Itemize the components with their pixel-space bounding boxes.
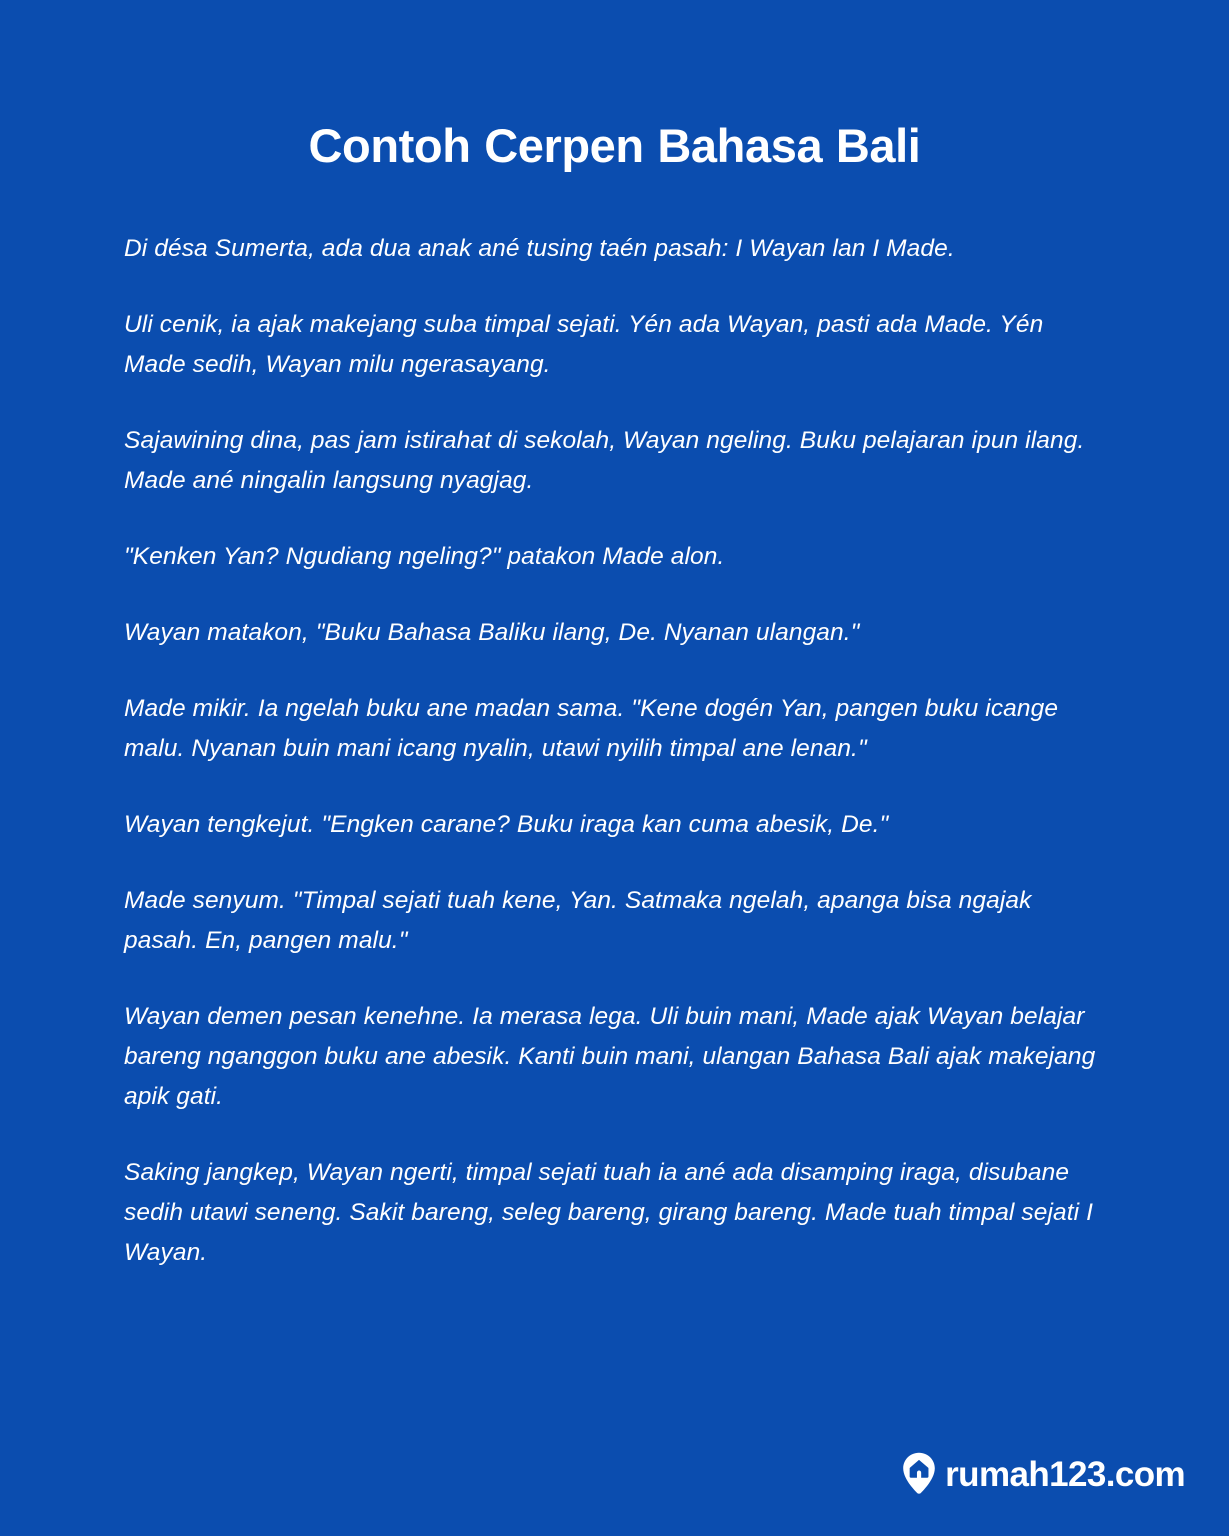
story-paragraph: "Kenken Yan? Ngudiang ngeling?" patakon Made alon. <box>124 543 725 571</box>
story-paragraph: Made senyum. "Timpal sejati tuah kene, Yan. Satmaka ngelah, apanga bisa ngajak pasah. En, pangen malu." <box>124 887 1032 955</box>
story-paragraph: Sajawining dina, pas jam istirahat di sekolah, Wayan ngeling. Buku pelajaran ipun ilang. Made ané ningalin langsung nyagjag. <box>124 427 1085 495</box>
story-paragraph: Di désa Sumerta, ada dua anak ané tusing taén pasah: I Wayan lan I Made. <box>124 235 955 263</box>
story-paragraph: Saking jangkep, Wayan ngerti, timpal sejati tuah ia ané ada disamping iraga, disubane sedih utawi seneng. Sakit bareng, seleg bareng, girang bareng. Made tuah timpal sejati I Wayan. <box>124 1159 1093 1267</box>
story-paragraph: Uli cenik, ia ajak makejang suba timpal sejati. Yén ada Wayan, pasti ada Made. Yén Made sedih, Wayan milu ngerasayang. <box>124 311 1044 379</box>
title-container <box>0 0 1229 173</box>
brand-watermark <box>902 1452 1185 1496</box>
story-paragraph: Wayan tengkejut. "Engken carane? Buku iraga kan cuma abesik, De." <box>124 811 889 839</box>
story-paragraph: Wayan demen pesan kenehne. Ia merasa lega. Uli buin mani, Made ajak Wayan belajar bareng nganggon buku ane abesik. Kanti buin mani, ulangan Bahasa Bali ajak makejang apik gati. <box>124 1003 1096 1111</box>
brand-name: rumah123.com <box>945 1454 1185 1494</box>
story-paragraph: Wayan matakon, "Buku Bahasa Baliku ilang, De. Nyanan ulangan." <box>124 619 860 647</box>
story-body <box>0 229 1229 1273</box>
map-pin-house-icon <box>902 1452 936 1496</box>
story-paragraph: Made mikir. Ia ngelah buku ane madan sama. "Kene dogén Yan, pangen buku icange malu. Nyanan buin mani icang nyalin, utawi nyilih timpal ane lenan." <box>124 695 1059 763</box>
page-title: Contoh Cerpen Bahasa Bali <box>308 119 921 172</box>
